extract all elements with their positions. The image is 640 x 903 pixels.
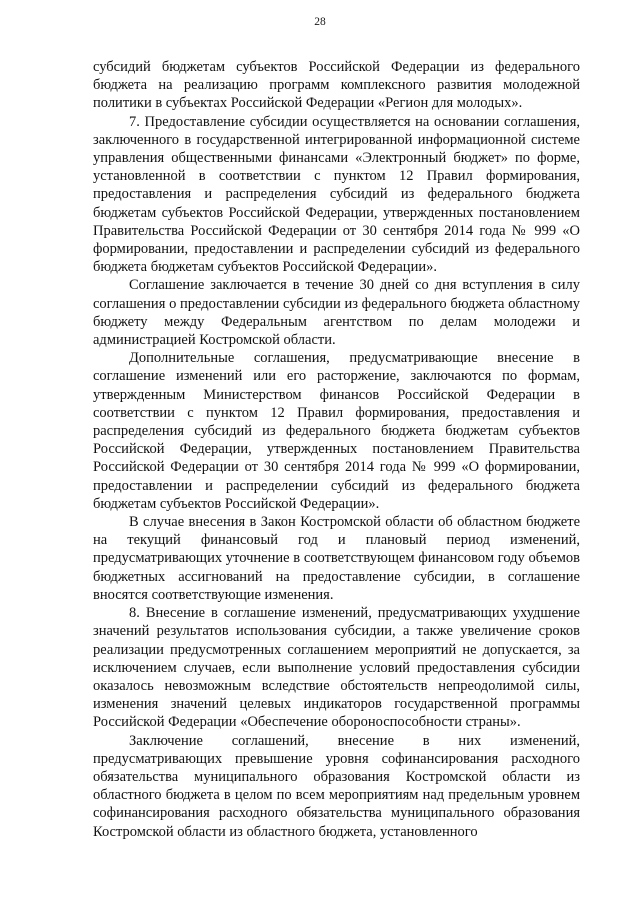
paragraph-agreement-term: Соглашение заключается в течение 30 дней со дня вступления в силу соглашения о предоставлении субсидии из федерального бюджета областному бюджету между Федеральным агентством по делам молодежи и администрацией Костромской области. (93, 277, 580, 349)
paragraph-clause-8: 8. Внесение в соглашение изменений, предусматривающих ухудшение значений результатов использования субсидии, а также увеличение сроков реализации предусмотренных соглашением мероприятий не допускается, за исключением случаев, если выполнение условий предоставления субсидии оказалось невозможным вследствие обстоятельств непреодолимой силы, изменения значений целевых индикаторов государственной программы Российской Федерации «Обеспечение обороноспособности страны». (93, 605, 580, 731)
paragraph-continuation: субсидий бюджетам субъектов Российской Федерации из федерального бюджета на реализацию программ комплексного развития молодежной политики в субъектах Российской Федерации «Регион для молодых». (93, 59, 580, 112)
page-number: 28 (314, 16, 326, 28)
document-body (93, 58, 580, 841)
paragraph-additional-agreements: Дополнительные соглашения, предусматривающие внесение в соглашение изменений или его расторжение, заключаются по формам, утвержденным Министерством финансов Российской Федерации в соответствии с пунктом 12 Правил формирования, предоставления и распределения субсидий из федерального бюджета бюджетам субъектов Российской Федерации, утвержденных постановлением Правительства Российской Федерации от 30 сентября 2014 года № 999 «О формировании, предоставлении и распределении субсидий из федерального бюджета бюджетам субъектов Российской Федерации». (93, 350, 580, 512)
paragraph-cofinancing: Заключение соглашений, внесение в них изменений, предусматривающих превышение уровня софинансирования расходного обязательства муниципального образования Костромской области из областного бюджета в целом по всем мероприятиям над предельным уровнем софинансирования расходного обязательства муниципального образования Костромской области из областного бюджета, установленного (93, 732, 580, 840)
paragraph-budget-changes: В случае внесения в Закон Костромской области об областном бюджете на текущий финансовый год и плановый период изменений, предусматривающих уточнение в соответствующем финансовом году объемов бюджетных ассигнований на предоставление субсидии, в соглашение вносятся соответствующие изменения. (93, 514, 580, 603)
paragraph-clause-7: 7. Предоставление субсидии осуществляется на основании соглашения, заключенного в государственной интегрированной информационной системе управления общественными финансами «Электронный бюджет» по форме, установленной в соответствии с пунктом 12 Правил формирования, предоставления и распределения субсидий из федерального бюджета бюджетам субъектов Российской Федерации, утвержденных постановлением Правительства Российской Федерации от 30 сентября 2014 года № 999 «О формировании, предоставлении и распределении субсидий из федерального бюджета бюджетам субъектов Российской Федерации». (93, 113, 580, 276)
